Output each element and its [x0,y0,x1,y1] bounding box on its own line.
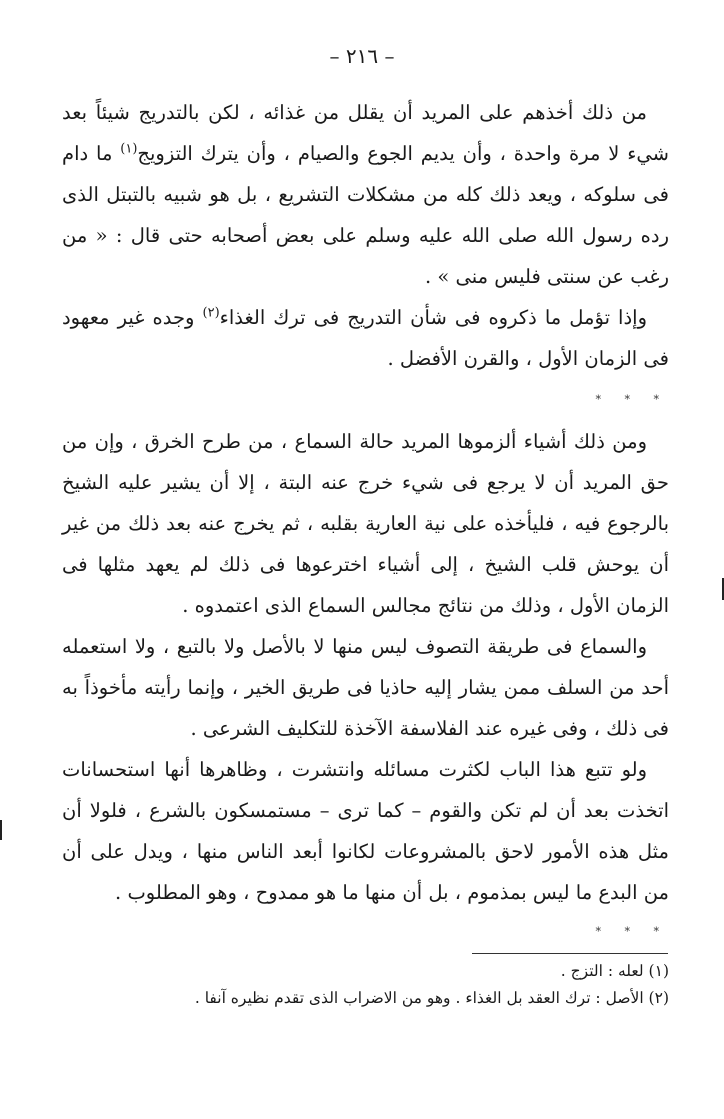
footnote-ref-1: (١) [120,141,138,157]
section-separator: * * * [595,393,669,406]
paragraph-2-text: وإذا تؤمل ما ذكروه فى شأن التدريج فى ترك الغذاء [219,306,647,329]
paragraph-2 [62,297,669,379]
paragraph-1-text: من ذلك أخذهم على المريد أن يقلل من غذائه ، لكن بالتدريج شيئاً بعد شيء لا مرة واحدة ، وأن يديم الجوع والصيام ، وأن يترك التزويج [62,101,669,165]
footnote-1: (١) لعله : التزج . [560,962,669,980]
paragraph-5: ولو تتبع هذا الباب لكثرت مسائله وانتشرت ، وظاهرها أنها استحسانات اتخذت بعد أن لم تكن والقوم – كما ترى – مستمسكون بالشرع ، فلولا أن مثل هذه الأمور لاحق بالمشروعات لكانوا أبعد الناس منها ، ويدل على أن من البدع ما ليس بمذموم ، بل أن منها ما هو ممدوح ، وهو المطلوب . [62,758,669,904]
paragraph-4: والسماع فى طريقة التصوف ليس منها لا بالأصل ولا بالتبع ، ولا استعمله أحد من السلف ممن يشار إليه حاذيا فى طريق الخير ، وإنما رأيته مأخوذاً به فى ذلك ، وفى غيره عند الفلاسفة الآخذة للتكليف الشرعى . [62,635,669,740]
section-separator-end: * * * [595,925,669,938]
paragraph-2-text-cont: وجده غير معهود فى الزمان الأول ، والقرن الأفضل . [62,306,669,370]
paragraph-1 [62,92,669,297]
paragraph-3: ومن ذلك أشياء ألزموها المريد حالة السماع ، من طرح الخرق ، وإن من حق المريد أن لا يرجع فى شيء خرج عنه البتة ، إلا أن يشير عليه الشيخ بالرجوع فيه ، فليأخذه على نية العارية بقلبه ، ثم يخرج عنه بعد ذلك من غير أن يوحش قلب الشيخ ، إلى أشياء اخترعوها فى ذلك لم يعهد مثلها فى الزمان الأول ، وذلك من نتائج مجالس السماع الذى اعتمدوه . [62,430,669,617]
page-number: – ٢١٦ – [329,44,395,68]
main-text [62,92,669,953]
footnote-divider [472,953,668,954]
footnotes [62,958,669,1012]
footnote-2: (٢) الأصل : ترك العقد بل الغذاء . وهو من الاضراب الذى تقدم نظيره آنفا . [194,989,669,1007]
scan-margin-mark [0,820,2,840]
footnote-ref-2: (٢) [202,305,220,321]
paragraph-1-text-cont: ما دام فى سلوكه ، ويعد ذلك كله من مشكلات التشريع ، بل هو شبيه بالتبتل الذى رده رسول الله صلى الله عليه وسلم على بعض أصحابه حتى قال : « من رغب عن سنتى فليس منى » . [62,142,669,288]
